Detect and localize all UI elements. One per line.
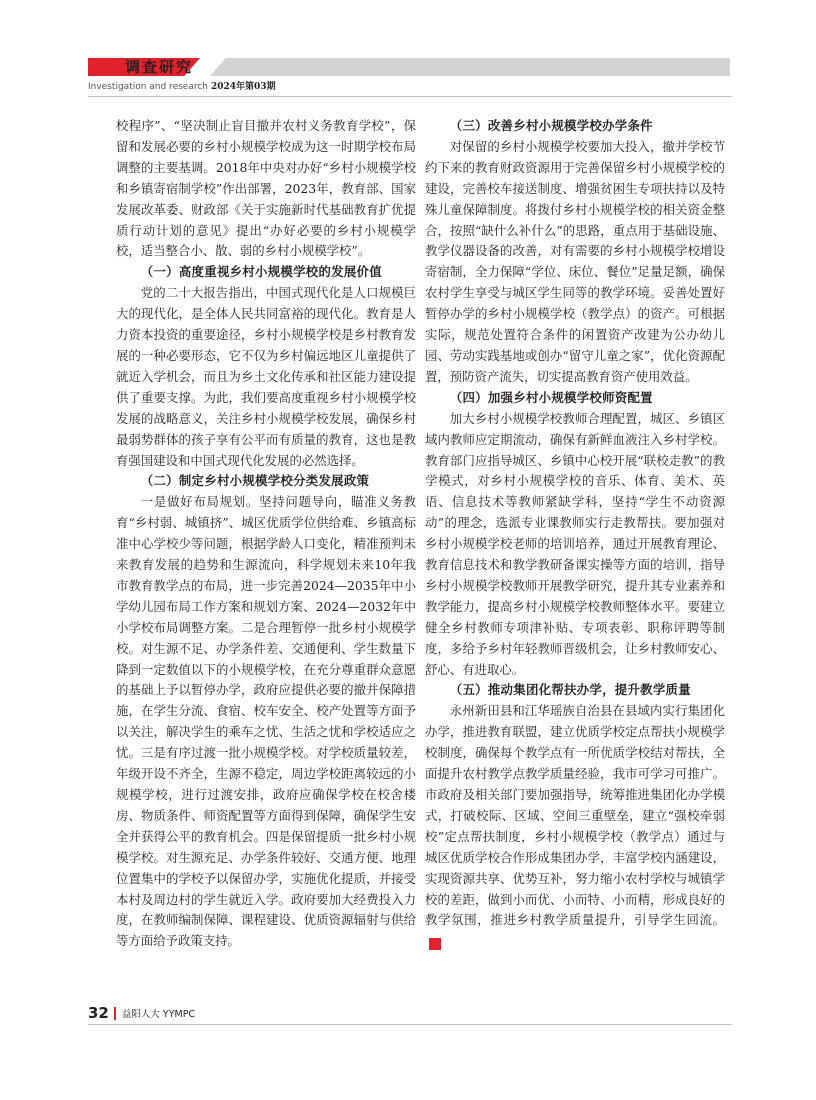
heading-text: （四）加强乡村小规模学校师资配置	[449, 389, 653, 405]
body-paragraph	[425, 137, 725, 388]
paragraph-text: 校程序”、“坚决制止盲目撤并农村义务教育学校”，保留和发展必要的乡村小规模学校成为这一时期学校布局调整的主要基调。2018年中央对办好“乡村小规模学校和乡镇寄宿制学校”作出部署，2023年，教育部、国家发展改革委、财政部《关于实施新时代基础教育扩优提质行动计划的意见》提出“办好必要的乡村小规模学校，适当整合小、散、弱的乡村小规模学校”。	[116, 118, 416, 259]
header-grey-bar	[210, 58, 730, 76]
section-heading	[425, 388, 725, 409]
paragraph-text: 党的二十大报告指出，中国式现代化是人口规模巨大的现代化，是全体人民共同富裕的现代化。教育是人力资本投资的重要途径，乡村小规模学校是乡村教育发展的一种必要形态，它不仅为乡村偏远地区儿童提供了就近入学机会，而且为乡土文化传承和社区能力建设提供了重要支撑。为此，我们要高度重视乡村小规模学校发展的战略意义，关注乡村小规模学校发展，确保乡村最弱势群体的孩子享有公平而有质量的教育，这也是教育强国建设和中国式现代化发展的必然选择。	[116, 285, 416, 468]
paragraph-text: 一是做好布局规划。坚持问题导向，瞄准义务教育“乡村弱、城镇挤”、城区优质学位供给难、乡镇高标准中心学校少等问题，根据学龄人口变化，精准预判未来教育发展的趋势和生源流向，科学规划未来10年我市教育教学点的布局，进一步完善2024—2035年中小学幼儿园布局工作方案和规划方案、2024—2032年中小学校布局调整方案。二是合理暂停一批乡村小规模学校。对生源不足、办学条件差、交通便利、学生数量下降到一定数值以下的小规模学校，在充分尊重群众意愿的基础上予以暂停办学，政府应提供必要的撤并保障措施，在学生分流、食宿、校车安全、校产处置等方面予以关注，解决学生的乘车之忧、生活之忧和学校适应之忧。三是有序过渡一批小规模学校。对学校质量较差，年级开设不齐全，生源不稳定，周边学校距离较远的小规模学校，进行过渡安排，政府应确保学校在校舍楼房、物质条件、师资配置等方面得到保障，确保学生安全并获得公平的教育机会。四是保留提质一批乡村小规模学校。对生源充足、办学条件较好、交通方便、地理位置集中的学校予以保留办学，实施优化提质，并接受本村及周边村的学生就近入学。政府要加大经费投入力度，在教师编制保障、课程建设、优质资源辐射与供给等方面给予政策支持。	[116, 494, 416, 949]
heading-text: （五）推动集团化帮扶办学，提升教学质量	[449, 682, 691, 698]
magazine-name: 益阳人大	[121, 1009, 160, 1020]
header-divider	[88, 96, 732, 97]
heading-text: （一）高度重视乡村小规模学校的发展价值	[140, 264, 382, 280]
magazine-code: YYMPC	[162, 1009, 196, 1020]
section-heading	[116, 471, 416, 492]
body-paragraph	[425, 701, 725, 952]
footer-magazine	[122, 1006, 195, 1020]
left-text-column	[116, 116, 416, 952]
section-heading	[425, 680, 725, 701]
right-text-column	[425, 116, 725, 952]
heading-text: （二）制定乡村小规模学校分类发展政策	[140, 473, 370, 489]
section-title: 调查研究	[125, 58, 194, 76]
body-paragraph	[116, 283, 416, 471]
body-paragraph	[116, 116, 416, 262]
paragraph-text: 对保留的乡村小规模学校要加大投入，撤并学校节约下来的教育财政资源用于完善保留乡村小规模学校的建设，完善校车接送制度、增强贫困生专项扶持以及特殊儿童保障制度。将拨付乡村小规模学校的相关资金整合，按照“缺什么补什么”的思路，重点用于基础设施、教学仪器设备的改善，对有需要的乡村小规模学校增设寄宿制，全力保障“学位、床位、餐位”足量足额，确保农村学生享受与城区学生同等的教学环境。妥善处置好暂停办学的乡村小规模学校（教学点）的资产。可根据实际，规范处置符合条件的闲置资产改建为公办幼儿园、劳动实践基地或创办“留守儿童之家”，优化资源配置，预防资产流失，切实提高教育资产使用效益。	[425, 138, 725, 384]
body-paragraph	[425, 409, 725, 681]
header-english-subtitle: Investigation and research	[88, 82, 208, 92]
article-end-mark: 人	[429, 938, 441, 950]
paragraph-text: 永州新田县和江华瑶族自治县在县域内实行集团化办学，推进教育联盟，建立优质学校定点帮扶小规模学校制度，确保每个教学点有一所优质学校结对帮扶，全面提升农村教学点教学质量经验，我市可学习可推广。市政府及相关部门要加强指导，统筹推进集团化办学模式，打破校际、区域、空间三重壁垒，建立“强校牵弱校”定点帮扶制度，乡村小规模学校（教学点）通过与城区优质学校合作形成集团办学，丰富学校内涵建设，实现资源共享、优势互补，努力缩小农村学校与城镇学校的差距，做到小而优、小而特、小而精，形成良好的教学氛围，推进乡村教学质量提升，引导学生回流。	[425, 703, 725, 928]
section-heading	[425, 116, 725, 137]
heading-text: （三）改善乡村小规模学校办学条件	[449, 118, 653, 133]
section-heading	[116, 262, 416, 283]
page-number: 32	[88, 1004, 109, 1022]
issue-number: 2024年第03期	[211, 82, 276, 92]
footer-divider	[88, 1024, 732, 1025]
paragraph-text: 加大乡村小规模学校教师合理配置，城区、乡镇区域内教师应定期流动，确保有新鲜血液注入乡村学校。教育部门应指导城区、乡镇中心校开展“联校走教”的教学模式，对乡村小规模学校的音乐、体育、美术、英语、信息技术等教师紧缺学科，坚持“学生不动资源动”的理念，选派专业课教师实行走教帮扶。要加强对乡村小规模学校老师的培训培养，通过开展教育理论、教育信息技术和教学教研备课实操等方面的培训，指导乡村小规模学校教师开展教学研究，提升其专业素养和教学能力，提高乡村小规模学校教师整体水平。要建立健全乡村教师专项津补贴、专项表彰、职称评聘等制度，多给予乡村年轻教师晋级机会，让乡村教师安心、舒心、有进取心。	[425, 410, 725, 677]
body-paragraph	[116, 492, 416, 952]
footer-red-bar	[114, 1007, 116, 1020]
page-footer	[88, 1005, 195, 1021]
header-subtitle	[88, 81, 276, 93]
